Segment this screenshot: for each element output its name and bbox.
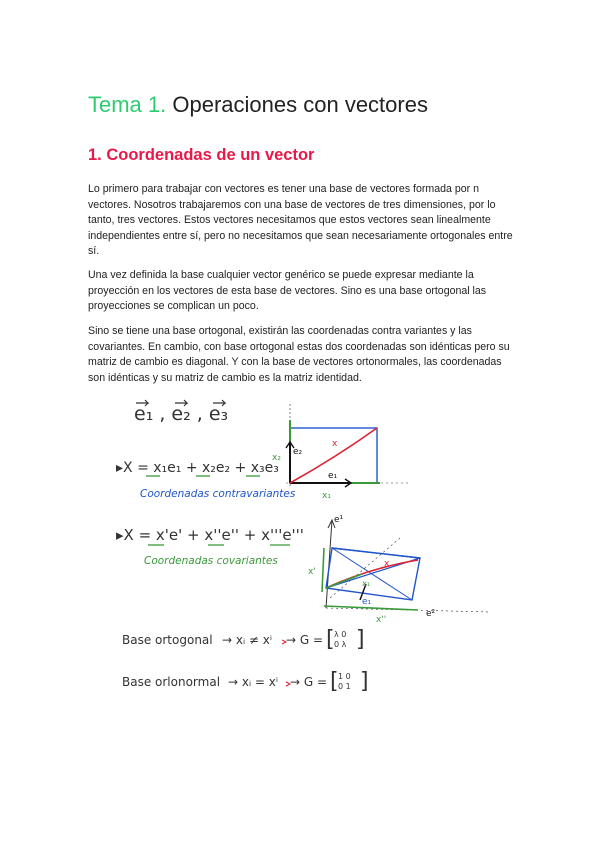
figure-oblique (308, 515, 490, 625)
ortho-matrix-bracket-right: ] (356, 627, 365, 652)
paragraph-1: Lo primero para trabajar con vectores es tener una base de vectores formada por n vectores. Nosotros trabajaremos con una base de vectores de tres dimensiones, por lo tanto, tres vectores. Estos vectores necesitamos que estos vectores sean linealmente independientes entre sí, pero no necesitamos que sean necesariamente ortogonales entre sí. (88, 183, 513, 258)
ortho-matrix-row2: 0 λ (334, 640, 347, 649)
fig2-e1top-label: e¹ (334, 515, 344, 525)
fig2-e1-label: e₁ (362, 597, 372, 607)
fig1-e1-label: e₁ (328, 471, 338, 481)
basis-vectors: e₁ , e₂ , e₃ (134, 403, 229, 425)
fig1-x-label: x (332, 439, 338, 449)
covariant-label: Coordenadas covariantes (144, 555, 278, 567)
title-text: Operaciones con vectores (172, 92, 428, 117)
section-heading: 1. Coordenadas de un vector (88, 146, 315, 164)
paragraph-3: Sino se tiene una base ortogonal, existirán las coordenadas contra variantes y las covariantes. En cambio, con base ortogonal estas dos coordenadas son idénticas pero su matriz de cambio es diagonal. Y con la base de vectores ortonormales, las coordenadas son idénticas y su matriz de cambio es la matriz identidad. (88, 325, 510, 384)
fig1-x1-label: x₁ (322, 491, 331, 501)
orthonormal-relation: → xᵢ = xⁱ (228, 675, 279, 689)
orthonormal-matrix-row1: 1 0 (338, 672, 351, 681)
fig2-e2-label: e² (426, 609, 436, 619)
orthonormal-matrix-bracket-right: ] (360, 669, 369, 694)
contravariant-equation: ▸X = x₁e₁ + x₂e₂ + x₃e₃ (116, 460, 279, 476)
fig2-xp-label: x' (308, 567, 316, 577)
fig1-e2-label: e₂ (293, 447, 303, 457)
handwritten-notes (100, 388, 520, 708)
fig2-x1-label: x₁ (362, 579, 370, 588)
fig2-xpp-label: x'' (376, 615, 387, 625)
orthonormal-matrix-row2: 0 1 (338, 682, 351, 691)
ortho-relation: → xᵢ ≠ xⁱ (222, 633, 273, 647)
paragraph-2: Una vez definida la base cualquier vector genérico se puede expresar mediante la proyección en los vectores de esta base de vectores. Sino es una base ortogonal las proyecciones se complican un poco. (88, 269, 487, 313)
orthonormal-g: → G = (290, 675, 328, 689)
fig2-x-label: x (384, 559, 390, 569)
fig1-x2-label: x₂ (272, 453, 281, 463)
orthonormal-label: Base orlonormal (122, 675, 221, 689)
covariant-equation: ▸X = x'e' + x''e'' + x'''e''' (116, 526, 304, 544)
contravariant-label: Coordenadas contravariantes (140, 488, 296, 500)
ortho-matrix-bracket-left: [ (326, 627, 335, 652)
page-title (88, 92, 428, 118)
figure-orthogonal (272, 404, 410, 501)
ortho-label: Base ortogonal (122, 633, 213, 647)
ortho-matrix-row1: λ 0 (334, 630, 347, 639)
orthonormal-matrix-bracket-left: [ (330, 669, 339, 694)
ortho-g: → G = (286, 633, 324, 647)
title-number: Tema 1. (88, 92, 167, 117)
